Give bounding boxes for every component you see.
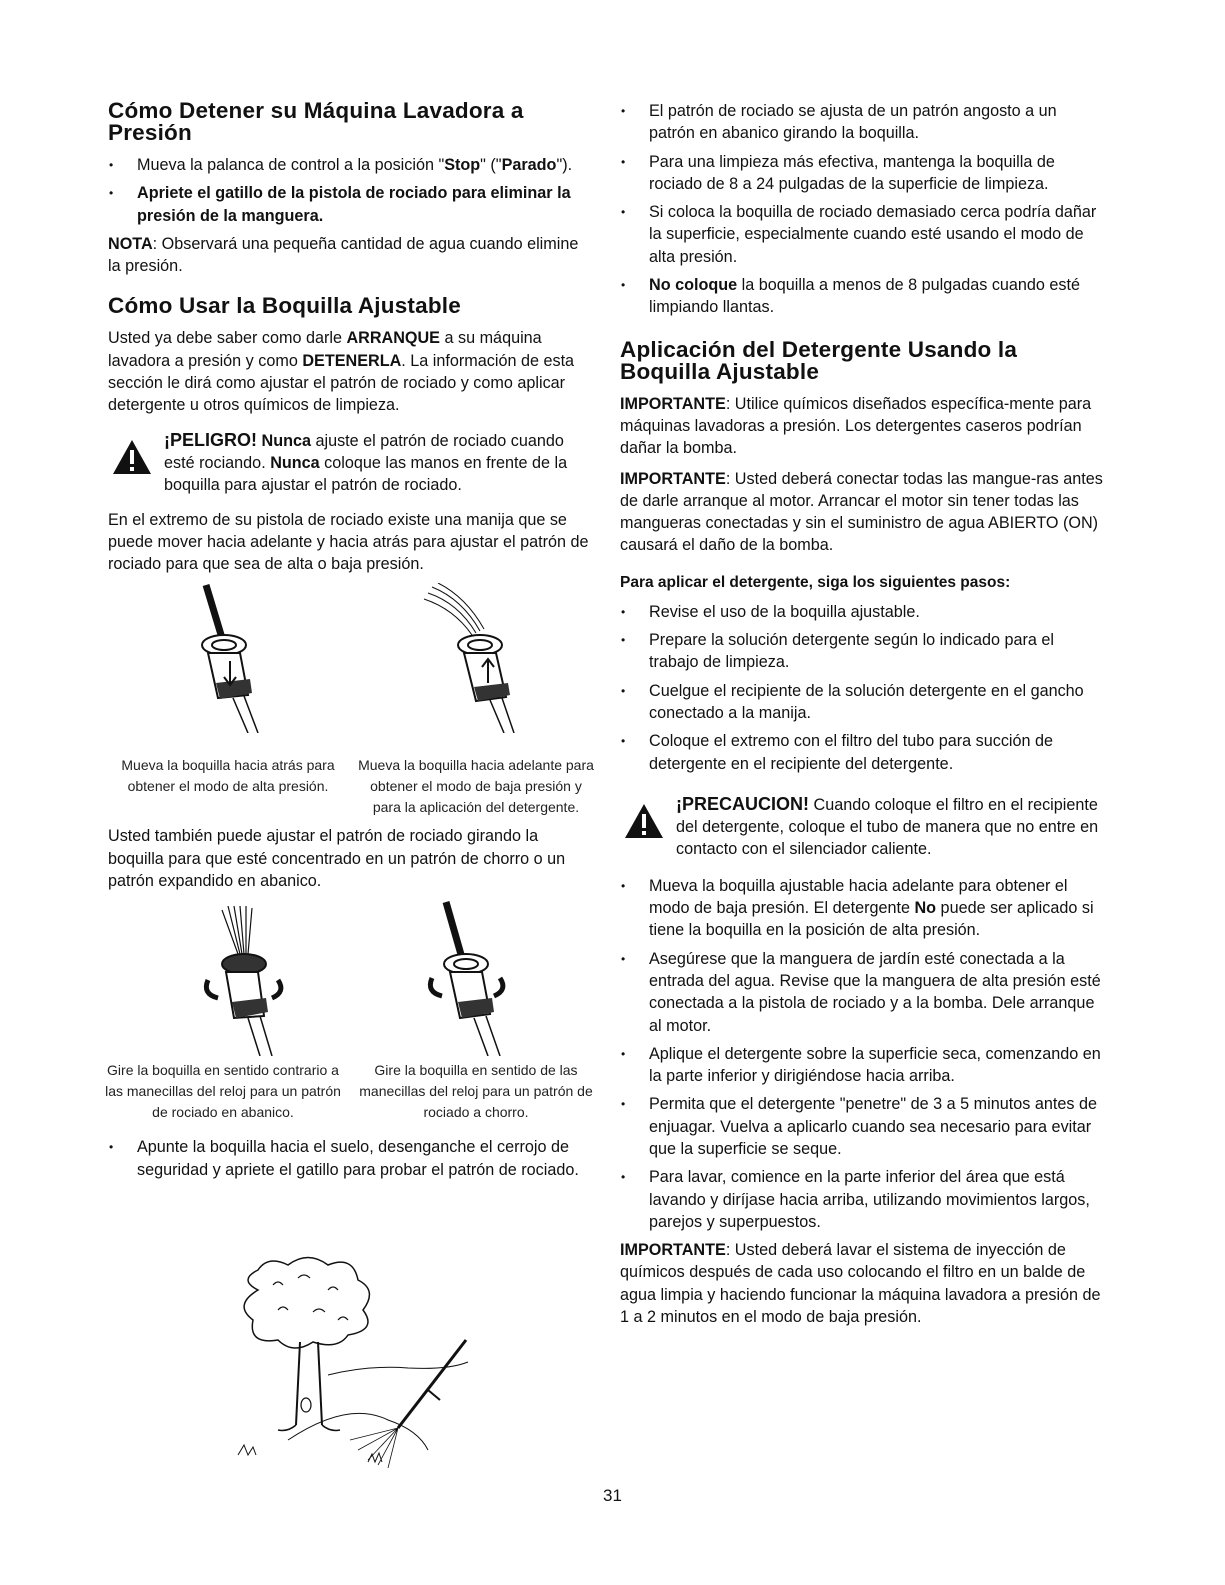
nozzle-handle-paragraph: En el extremo de su pistola de rociado existe una manija que se puede mover hacia adelante y hacia atrás para ajustar el patrón de rociado para que sea de alta o baja presión. [108, 510, 589, 574]
list-item: • Permita que el detergente "penetre" de 3 a 5 minutos antes de enjuagar. Vuelva a aplicarlo cuando sea necesario para evitar que la superficie se seque. [620, 1093, 1106, 1160]
fan-pattern-illustration [188, 906, 308, 1056]
stop-steps-list [108, 154, 592, 227]
list-item: • Aplique el detergente sobre la superficie seca, comenzando en la parte inferior y dirigiéndose hacia arriba. [620, 1043, 1106, 1088]
important-paragraph-3: IMPORTANTE: Usted deberá lavar el sistema de inyección de químicos después de cada uso colocando el filtro en un balde de agua limpia y haciendo funcionar la máquina lavadora a presión de 1 a 2 minutos en el modo de baja presión. [620, 1241, 1101, 1327]
caution-warning: ¡PRECAUCION! Cuando coloque el filtro en el recipiente del detergente, coloque el tubo de manera que no entre en contacto con el silenciador caliente. [620, 793, 1106, 861]
nozzle-back-illustration [178, 583, 288, 733]
left-column [105, 98, 594, 1187]
list-item: • Mueva la palanca de control a la posición "Stop" ("Parado"). [108, 154, 592, 176]
list-item: • Coloque el extremo con el filtro del tubo para succión de detergente en el recipiente del detergente. [620, 730, 1106, 775]
nozzle-slide-figures [108, 583, 594, 816]
list-item: • Prepare la solución detergente según lo indicado para el trabajo de limpieza. [620, 629, 1106, 674]
nozzle-rotate-figures [105, 900, 593, 1130]
section-heading-stop: Cómo Detener su Máquina Lavadora a Presión [108, 98, 524, 145]
list-item: • Para lavar, comience en la parte inferior del área que está lavando y diríjase hacia arriba, utilizando movimientos largos, parejos y superpuestos. [620, 1166, 1106, 1233]
list-item: • No coloque la boquilla a menos de 8 pulgadas cuando esté limpiando llantas. [620, 274, 1106, 319]
list-item: • Revise el uso de la boquilla ajustable. [620, 601, 1106, 623]
list-item: • El patrón de rociado se ajusta de un patrón angosto a un patrón en abanico girando la boquilla. [620, 100, 1106, 145]
caption-high-pressure: Mueva la boquilla hacia atrás para obtener el modo de alta presión. [121, 757, 335, 795]
warning-triangle-icon [112, 439, 152, 475]
caption-low-pressure: Mueva la boquilla hacia adelante para obtener el modo de baja presión y para la aplicación del detergente. [358, 757, 594, 816]
list-item: • Apunte la boquilla hacia el suelo, desenganche el cerrojo de seguridad y apriete el gatillo para probar el patrón de rociado. [108, 1136, 592, 1181]
spray-tips-list [620, 100, 1106, 319]
intro-paragraph: Usted ya debe saber como darle ARRANQUE a su máquina lavadora a presión y como DETENERLA. La información de esta sección le dirá como ajustar el patrón de rociado y como aplicar detergente u otros químicos de limpieza. [108, 329, 575, 415]
list-item: • Cuelgue el recipiente de la solución detergente en el gancho conectado a la manija. [620, 680, 1106, 725]
section-heading-detergent: Aplicación del Detergente Usando la Boquilla Ajustable [620, 336, 1018, 384]
danger-warning: ¡PELIGRO! Nunca ajuste el patrón de rociado cuando esté rociando. Nunca coloque las manos en frente de la boquilla para ajustar el patrón de rociado. [108, 429, 592, 497]
list-item: • Si coloca la boquilla de rociado demasiado cerca podría dañar la superficie, especialmente cuando esté usando el modo de alta presión. [620, 201, 1106, 268]
list-item: • Mueva la boquilla ajustable hacia adelante para obtener el modo de baja presión. El detergente No puede ser aplicado si tiene la boquilla en la posición de alta presión. [620, 875, 1106, 942]
nozzle-forward-illustration [418, 583, 548, 733]
page-number: 31 [603, 1486, 622, 1505]
caption-fan: Gire la boquilla en sentido contrario a las manecillas del reloj para un patrón de rociado en abanico. [105, 1062, 341, 1121]
spraying-ground-illustration [218, 1250, 478, 1475]
jet-pattern-illustration [418, 900, 538, 1056]
list-item: • Apriete el gatillo de la pistola de rociado para eliminar la presión de la manguera. [108, 182, 592, 227]
list-item: • Para una limpieza más efectiva, mantenga la boquilla de rociado de 8 a 24 pulgadas de la superficie de limpieza. [620, 151, 1106, 196]
detergent-steps-list [620, 601, 1106, 775]
important-paragraph-1: IMPORTANTE: Utilice químicos diseñados específica-mente para máquinas lavadoras a presión. Los detergentes caseros podrían dañar la bomba. [620, 394, 1092, 458]
warning-triangle-icon [624, 803, 664, 839]
caption-jet: Gire la boquilla en sentido de las manecillas del reloj para un patrón de rociado a chorro. [359, 1062, 593, 1121]
steps-title: Para aplicar el detergente, siga los siguientes pasos: [620, 573, 1011, 591]
important-paragraph-2: IMPORTANTE: Usted deberá conectar todas las mangue-ras antes de darle arranque al motor. Arrancar el motor sin tener todas las mangueras conectadas y sin el suministro de agua ABIERTO (ON) causará el daño de la bomba. [620, 469, 1103, 555]
note-paragraph: NOTA: Observará una pequeña cantidad de agua cuando elimine la presión. [108, 234, 579, 276]
right-column [620, 100, 1106, 1336]
section-heading-nozzle: Cómo Usar la Boquilla Ajustable [108, 293, 461, 319]
test-pattern-list [108, 1136, 592, 1181]
list-item: • Asegúrese que la manguera de jardín esté conectada a la entrada del agua. Revise que la manguera de alta presión esté conectada a la pistola de rociado y a la bomba. Dele arranque al motor. [620, 948, 1106, 1037]
rotate-nozzle-paragraph: Usted también puede ajustar el patrón de rociado girando la boquilla para que esté concentrado en un patrón de chorro o un patrón expandido en abanico. [108, 827, 566, 891]
detergent-steps-list-2 [620, 875, 1106, 1233]
